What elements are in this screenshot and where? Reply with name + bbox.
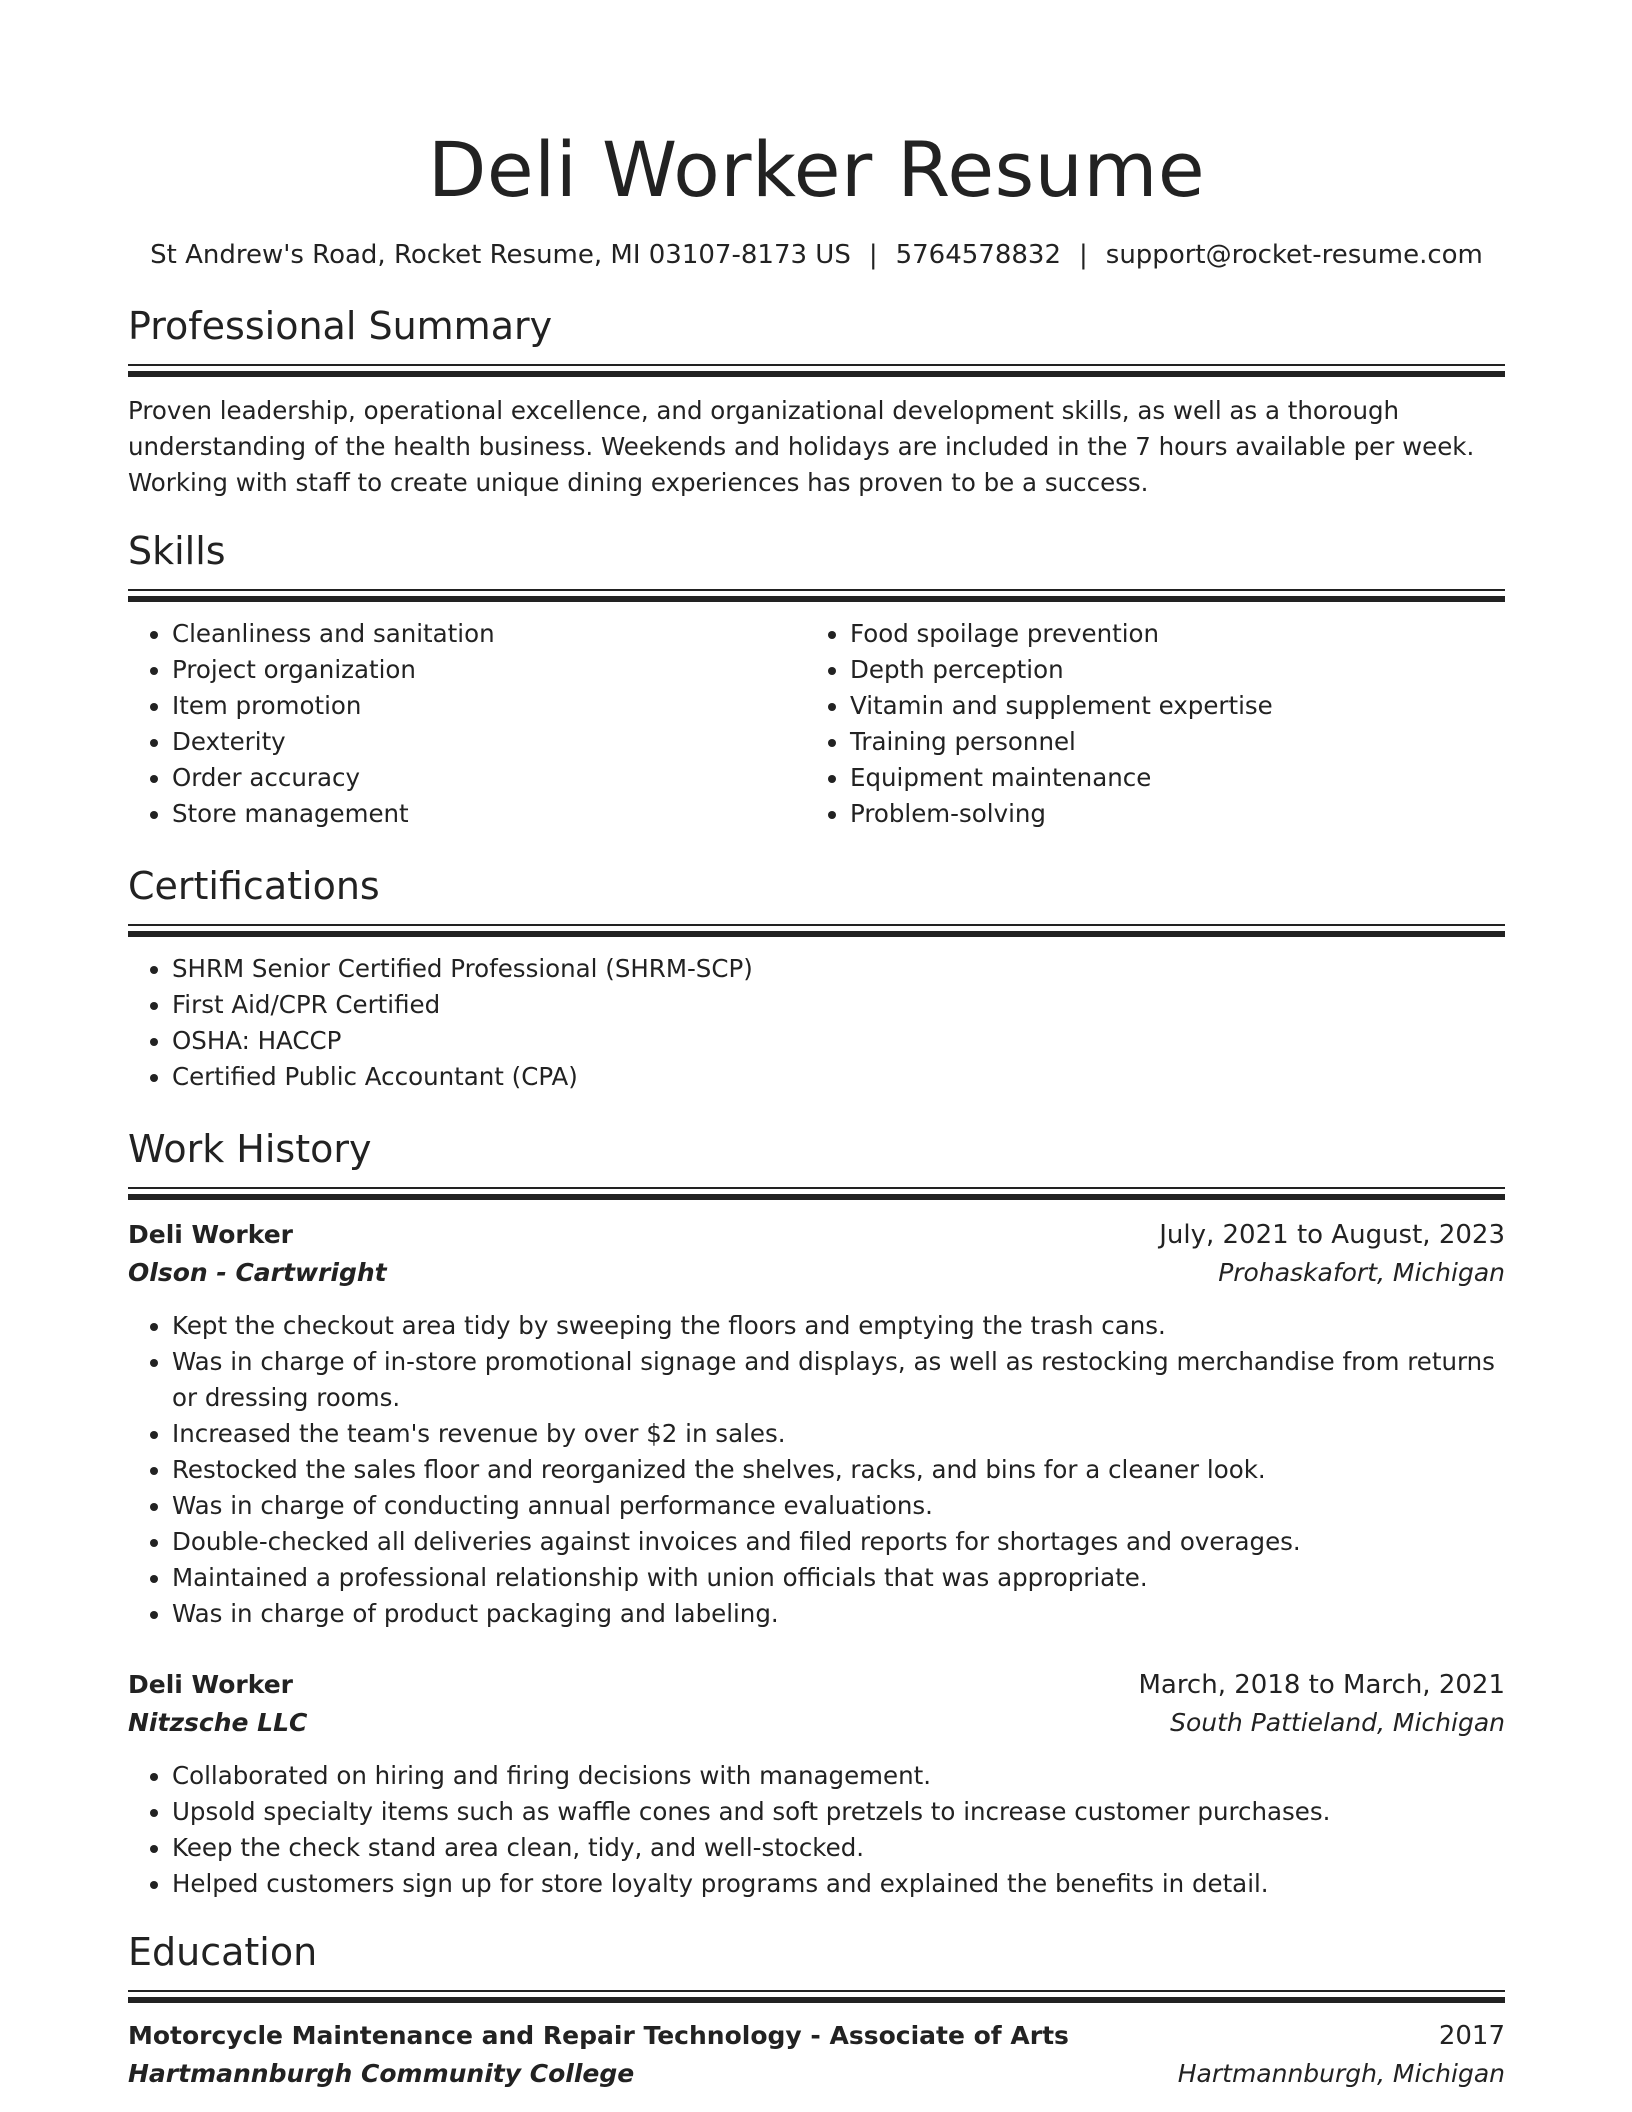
skill-item: • Equipment maintenance — [850, 760, 1484, 796]
section-rule-thin — [128, 1187, 1505, 1189]
certification-item: • SHRM Senior Certified Professional (SHRM-SCP) — [172, 951, 1505, 987]
job-bullet: • Double-checked all deliveries against invoices and filed reports for shortages and overages. — [172, 1524, 1505, 1560]
job-dates: March, 2018 to March, 2021 — [1138, 1670, 1505, 1700]
section-rule-thin — [128, 924, 1505, 926]
job-bullet: • Helped customers sign up for store loyalty programs and explained the benefits in detail. — [172, 1866, 1505, 1902]
section-heading-summary: Professional Summary — [128, 304, 553, 348]
section-rule-thin — [128, 1990, 1505, 1992]
resume-title: Deli Worker Resume — [427, 125, 1206, 214]
job-bullet: • Keep the check stand area clean, tidy, and well-stocked. — [172, 1830, 1505, 1866]
job-bullet: • Restocked the sales floor and reorganized the shelves, racks, and bins for a cleaner look. — [172, 1452, 1505, 1488]
job-bullet: • Was in charge of product packaging and labeling. — [172, 1596, 1505, 1632]
education-school: Hartmannburgh Community College — [128, 2059, 635, 2088]
certifications-section — [128, 862, 1505, 1095]
job-bullet: • Kept the checkout area tidy by sweeping the floors and emptying the trash cans. — [172, 1308, 1505, 1344]
skill-item: • Vitamin and supplement expertise — [850, 688, 1484, 724]
skill-item: • Cleanliness and sanitation — [172, 616, 806, 652]
section-rule-thick — [128, 371, 1505, 377]
section-rule-thin — [128, 364, 1505, 366]
section-rule-thick — [128, 1194, 1505, 1200]
education-section — [128, 1928, 1505, 2093]
education-degree: Motorcycle Maintenance and Repair Technology - Associate of Arts — [128, 2021, 1069, 2050]
contact-phone: 5764578832 — [895, 240, 1062, 270]
education-location: Hartmannburgh, Michigan — [1177, 2059, 1505, 2088]
job-bullet: • Increased the team's revenue by over $2 in sales. — [172, 1416, 1505, 1452]
section-rule-thick — [128, 931, 1505, 937]
section-heading-work-history: Work History — [128, 1127, 372, 1171]
job-location: Prohaskafort, Michigan — [1218, 1258, 1505, 1287]
job-subheader — [128, 1254, 1505, 1292]
section-heading-certifications: Certifications — [128, 864, 380, 908]
skill-item: • Problem-solving — [850, 796, 1484, 832]
contact-email: support@rocket-resume.com — [1105, 240, 1483, 270]
education-subheader — [128, 2055, 1505, 2093]
contact-address: St Andrew's Road, Rocket Resume, MI 03107-8173 US — [150, 240, 851, 270]
job-dates: July, 2021 to August, 2023 — [1159, 1220, 1505, 1250]
section-heading-education: Education — [128, 1930, 318, 1974]
section-rule-thin — [128, 589, 1505, 591]
job-location: South Pattieland, Michigan — [1170, 1708, 1505, 1737]
skill-item: • Food spoilage prevention — [850, 616, 1484, 652]
resume-page — [128, 0, 1505, 2093]
job-bullet: • Collaborated on hiring and firing decisions with management. — [172, 1758, 1505, 1794]
section-rule-thick — [128, 1997, 1505, 2003]
section-rule-thick — [128, 596, 1505, 602]
job-bullet: • Was in charge of in-store promotional signage and displays, as well as restocking merchandise from returns or dressing rooms. — [172, 1344, 1505, 1416]
contact-line — [128, 238, 1505, 272]
skill-item: • Depth perception — [850, 652, 1484, 688]
contact-separator: | — [1079, 240, 1088, 270]
skill-item: • Training personnel — [850, 724, 1484, 760]
job-bullet: • Maintained a professional relationship with union officials that was appropriate. — [172, 1560, 1505, 1596]
job-header — [128, 1216, 1505, 1254]
skill-item: • Store management — [172, 796, 806, 832]
education-entry — [128, 2017, 1505, 2093]
summary-text: Proven leadership, operational excellence, and organizational development skills, as well as a thorough understanding of the health business. Weekends and holidays are included in the 7 hours available per week. Working with staff to create unique dining experiences has proven to be a success. — [128, 396, 1475, 497]
skill-item: • Dexterity — [172, 724, 806, 760]
section-heading-skills: Skills — [128, 529, 226, 573]
certification-item: • First Aid/CPR Certified — [172, 987, 1505, 1023]
skill-item: • Item promotion — [172, 688, 806, 724]
job-bullet: • Upsold specialty items such as waffle cones and soft pretzels to increase customer purchases. — [172, 1794, 1505, 1830]
skills-section — [128, 527, 1505, 832]
job-company: Olson - Cartwright — [128, 1258, 387, 1287]
work-history-section — [128, 1125, 1505, 1902]
skill-item: • Order accuracy — [172, 760, 806, 796]
job-header — [128, 1666, 1505, 1704]
skills-columns — [128, 616, 1505, 832]
job-company: Nitzsche LLC — [128, 1708, 308, 1737]
job-bullet: • Was in charge of conducting annual performance evaluations. — [172, 1488, 1505, 1524]
job-entry — [128, 1216, 1505, 1632]
skills-column-right — [806, 616, 1484, 832]
skills-column-left — [128, 616, 806, 832]
job-entry — [128, 1666, 1505, 1902]
certification-item: • Certified Public Accountant (CPA) — [172, 1059, 1505, 1095]
education-header — [128, 2017, 1505, 2055]
education-year: 2017 — [1438, 2021, 1505, 2051]
summary-section — [128, 302, 1505, 501]
contact-separator: | — [868, 240, 878, 270]
job-title: Deli Worker — [128, 1220, 293, 1249]
skill-item: • Project organization — [172, 652, 806, 688]
job-title: Deli Worker — [128, 1670, 293, 1699]
job-subheader — [128, 1704, 1505, 1742]
certification-item: • OSHA: HACCP — [172, 1023, 1505, 1059]
